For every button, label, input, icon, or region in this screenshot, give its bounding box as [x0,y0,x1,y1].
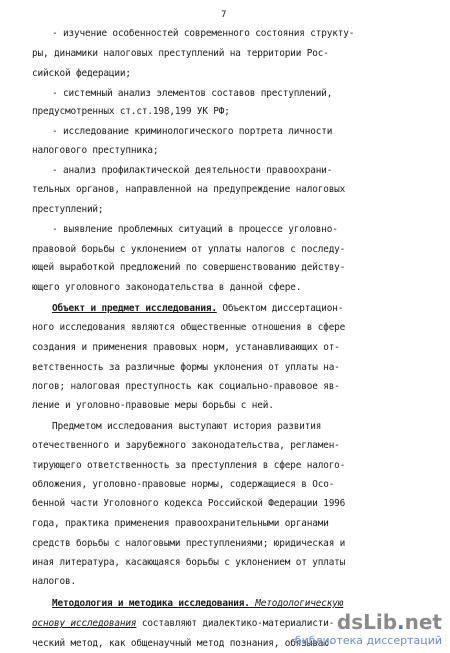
text-line: ющего уголовного законодательства в данной сфере. [32,282,302,293]
text-line: ного исследования являются общественные отношения в сфере [32,322,346,333]
text-line: ческий метод, как общенаучный метод познания, обязываю- [32,638,335,649]
method-second-rest: составляют диалектико-материалисти- [136,618,335,629]
object-heading: Объект и предмет исследования. [52,303,217,314]
text-line: года, практика применения правоохранительными органами [32,518,329,529]
text-line: предусмотренных ст.ст.198,199 УК РФ; [32,106,230,117]
text-line: - выявление проблемных ситуаций в процессе уголовно- [52,224,338,235]
text-line: ры, динамики налоговых преступлений на территории Рос- [32,48,329,59]
text-line: налогового преступника; [32,145,159,156]
watermark-subtitle: библиотека диссертаций [294,634,442,647]
text-line: Предметом исследования выступают история развития [52,421,322,432]
text-line: ющей выработкой предложений по совершенствованию действу- [32,262,346,273]
dslib-watermark [295,610,442,647]
method-heading: Методология и методика исследования. [52,598,250,609]
text-line: - исследование криминологического портрета личности [52,126,333,137]
text-line: средств борьбы с налоговыми преступлениями; юридическая и [32,538,346,549]
text-line: - анализ профилактической деятельности правоохрани- [52,165,333,176]
text-line: налогов. [32,576,76,587]
text-line: тельных органов, направленной на предупреждение налоговых [32,184,346,195]
text-line: правовой борьбы с уклонением от уплаты налогов с последу- [32,244,346,255]
watermark-logo: dsLib.net [336,610,442,634]
text-line: ление и уголовно-правовые меры борьбы с ней. [32,400,274,411]
text-line: отечественного и зарубежного законодательства, регламен- [32,440,340,451]
text-line: логов; налоговая преступность как социально-правовое яв- [32,381,340,392]
text-line: создания и применения правовых норм, устанавливающих от- [32,342,340,353]
text-line: преступлений; [32,204,104,215]
text-line: тирующего ответственность за преступления в сфере налого- [32,460,346,471]
text-line: - изучение особенностей современного состояния структу- [52,28,355,39]
text-line: бенной части Уголовного кодекса Российской Федерации 1996 [32,498,346,509]
text-line: ветственность за различные формы уклонения от уплаты на- [32,362,340,373]
text-line: - системный анализ элементов составов преступлений, [52,88,333,99]
method-second-italic: основу исследования [32,618,137,629]
method-first-line [52,598,343,610]
method-first-rest: Методологическую [249,598,344,609]
text-line: обложения, уголовно-правовые нормы, содержащиеся в Осо- [32,479,335,490]
page-number: 7 [221,10,227,20]
object-first-rest: Объектом диссертацион- [216,303,344,314]
text-line: иная литература, касающаяся борьбы с уклонением от уплаты [32,557,346,568]
text-line: сийской федерации; [32,68,131,79]
method-second-line [32,618,334,630]
object-first-line [52,303,343,315]
